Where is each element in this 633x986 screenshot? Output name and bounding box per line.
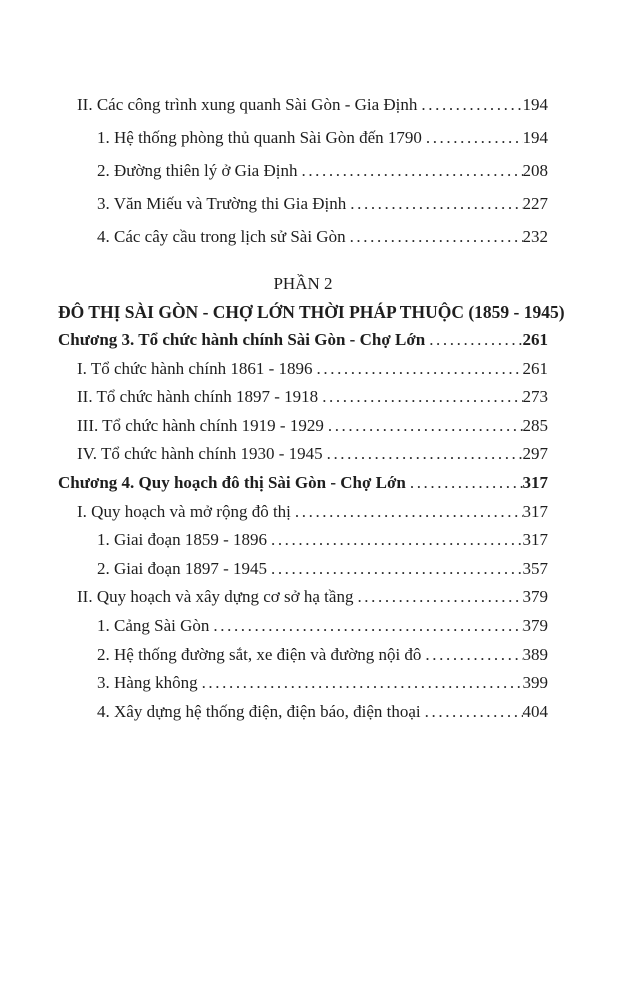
toc-entry-page: 261 (522, 330, 548, 349)
toc-entry-page: 297 (522, 444, 548, 464)
dot-leader (421, 641, 522, 670)
toc-entry-page: 399 (522, 673, 548, 693)
toc-entry-title: 2. Giai đoạn 1897 - 1945 (97, 558, 267, 578)
toc-entry (58, 326, 548, 355)
dot-leader (353, 583, 522, 612)
toc-entry (58, 88, 548, 121)
toc-entry-page: 194 (522, 95, 548, 114)
toc-entry (58, 612, 548, 641)
toc-entry (58, 555, 548, 584)
toc-entry (58, 220, 548, 253)
toc-entry (58, 526, 548, 555)
toc-entry (58, 583, 548, 612)
toc-entry-title: 4. Xây dựng hệ thống điện, điện báo, điện thoại (97, 701, 421, 721)
dot-leader (417, 88, 522, 121)
toc-entry (58, 641, 548, 670)
dot-leader (346, 220, 523, 253)
toc-entry (58, 383, 548, 412)
toc-entry-page: 261 (522, 358, 548, 378)
dot-leader (422, 121, 523, 154)
toc-part1-entries (58, 88, 548, 253)
toc-entry (58, 355, 548, 384)
toc-entry (58, 698, 548, 727)
toc-entry-title: 3. Hàng không (97, 673, 198, 693)
toc-entry-page: 227 (522, 194, 548, 213)
toc-entry-title: II. Các công trình xung quanh Sài Gòn - Gia Định (77, 95, 418, 114)
toc-entry-page: 194 (522, 128, 548, 147)
dot-leader (198, 669, 523, 698)
toc-entry-page: 285 (522, 415, 548, 435)
toc-entry-title: II. Tổ chức hành chính 1897 - 1918 (77, 387, 319, 407)
dot-leader (267, 526, 523, 555)
toc-part2-entries (58, 326, 548, 726)
toc-entry (58, 498, 548, 527)
toc-entry-page: 273 (522, 387, 548, 407)
part-title: ĐÔ THỊ SÀI GÒN - CHỢ LỚN THỜI PHÁP THUỘC (1859 - 1945) (58, 302, 565, 322)
dot-leader (318, 383, 522, 412)
toc-entry-title: III. Tổ chức hành chính 1919 - 1929 (77, 415, 324, 435)
toc-entry-title: 2. Hệ thống đường sắt, xe điện và đường nội đô (97, 644, 422, 664)
toc-entry-page: 379 (522, 615, 548, 635)
toc-entry-title: 1. Giai đoạn 1859 - 1896 (97, 530, 267, 550)
toc-entry (58, 440, 548, 469)
toc-entry-title: Chương 3. Tổ chức hành chính Sài Gòn - Chợ Lớn (58, 330, 426, 349)
dot-leader (313, 355, 523, 384)
toc-entry-title: 1. Hệ thống phòng thủ quanh Sài Gòn đến 1790 (97, 128, 422, 147)
toc-entry-page: 232 (522, 227, 548, 246)
toc-entry-title: I. Tổ chức hành chính 1861 - 1896 (77, 358, 313, 378)
dot-leader (291, 498, 523, 527)
dot-leader (421, 698, 523, 727)
toc-entry-title: 3. Văn Miếu và Trường thi Gia Định (97, 194, 347, 213)
part-label: PHẦN 2 (273, 274, 333, 293)
dot-leader (425, 326, 522, 355)
table-of-contents (58, 88, 565, 726)
toc-entry-title: 2. Đường thiên lý ở Gia Định (97, 161, 298, 180)
toc-entry (58, 412, 548, 441)
toc-entry (58, 469, 548, 498)
toc-entry-title: I. Quy hoạch và mở rộng đô thị (77, 501, 291, 521)
dot-leader (323, 440, 523, 469)
toc-entry-page: 404 (522, 701, 548, 721)
toc-entry-title: II. Quy hoạch và xây dựng cơ sở hạ tầng (77, 587, 354, 607)
toc-entry-title: 4. Các cây cầu trong lịch sử Sài Gòn (97, 227, 346, 246)
dot-leader (406, 469, 523, 498)
toc-entry (58, 669, 548, 698)
toc-entry (58, 121, 548, 154)
dot-leader (346, 187, 522, 220)
toc-entry (58, 154, 548, 187)
part2-header (58, 271, 565, 326)
toc-entry-page: 317 (522, 501, 548, 521)
toc-entry-page: 357 (522, 558, 548, 578)
dot-leader (267, 555, 523, 584)
toc-entry-title: 1. Cảng Sài Gòn (97, 615, 210, 635)
toc-entry-page: 208 (522, 161, 548, 180)
toc-entry-page: 379 (522, 587, 548, 607)
dot-leader (209, 612, 522, 641)
toc-entry (58, 187, 548, 220)
toc-entry-title: Chương 4. Quy hoạch đô thị Sài Gòn - Chợ Lớn (58, 472, 406, 492)
toc-entry-page: 389 (522, 644, 548, 664)
dot-leader (324, 412, 523, 441)
toc-entry-page: 317 (522, 472, 548, 492)
toc-entry-page: 317 (522, 530, 548, 550)
dot-leader (297, 154, 522, 187)
toc-entry-title: IV. Tổ chức hành chính 1930 - 1945 (77, 444, 323, 464)
